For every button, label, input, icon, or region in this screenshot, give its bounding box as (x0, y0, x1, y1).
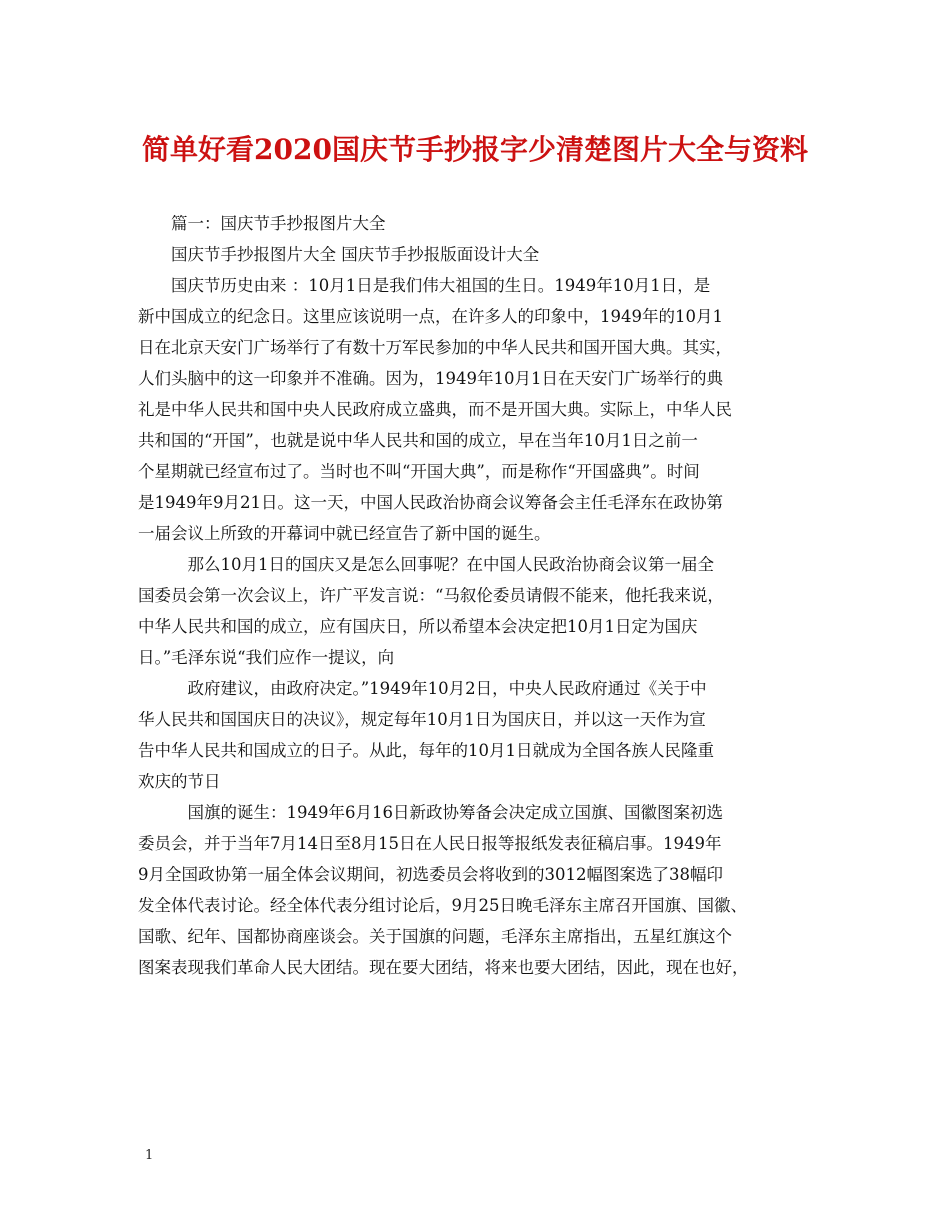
paragraph-line: 礼是中华人民共和国中央人民政府成立盛典，而不是开国大典。实际上，中华人民 (138, 400, 732, 419)
document-title: 简单好看2020国庆节手抄报字少清楚图片大全与资料 (142, 133, 808, 166)
paragraph-line: 国歌、纪年、国都协商座谈会。关于国旗的问题，毛泽东主席指出，五星红旗这个 (138, 927, 732, 946)
paragraph-line: 日。”毛泽东说“我们应作一提议，向 (138, 648, 395, 667)
paragraph-line: 共和国的“开国”，也就是说中华人民共和国的成立，早在当年10月1日之前一 (138, 431, 698, 450)
paragraph-line: 国委员会第一次会议上，许广平发言说：“马叙伦委员请假不能来，他托我来说， (138, 586, 724, 605)
paragraph-line: 委员会，并于当年7月14日至8月15日在人民日报等报纸发表征稿启事。1949年 (138, 834, 722, 853)
section-heading: 篇一：国庆节手抄报图片大全 (138, 214, 386, 233)
paragraph-line: 欢庆的节日 (138, 772, 221, 791)
paragraph-line: 个星期就已经宣布过了。当时也不叫“开国大典”，而是称作“开国盛典”。时间 (138, 462, 700, 481)
page-number: 1 (145, 1148, 154, 1163)
paragraph-line: 国庆节历史由来 ：10月1日是我们伟大祖国的生日。1949年10月1日，是 (138, 276, 711, 295)
document-body (138, 208, 813, 983)
paragraph-line: 一届会议上所致的开幕词中就已经宣告了新中国的诞生。 (138, 524, 551, 543)
paragraph-line: 是1949年9月21日。这一天，中国人民政治协商会议筹备会主任毛泽东在政协第 (138, 493, 723, 512)
paragraph-line: 图案表现我们革命人民大团结。现在要大团结，将来也要大团结，因此，现在也好， (138, 958, 749, 977)
paragraph-line: 政府建议，由政府决定。”1949年10月2日，中央人民政府通过《关于中 (138, 679, 707, 698)
paragraph-line: 国旗的诞生：1949年6月16日新政协筹备会决定成立国旗、国徽图案初选 (138, 803, 723, 822)
paragraph-line: 发全体代表讨论。经全体代表分组讨论后，9月25日晚毛泽东主席召开国旗、国徽、 (138, 896, 747, 915)
paragraph-line: 那么10月1日的国庆又是怎么回事呢？在中国人民政治协商会议第一届全 (138, 555, 714, 574)
paragraph-line: 人们头脑中的这一印象并不准确。因为，1949年10月1日在天安门广场举行的典 (138, 369, 723, 388)
paragraph-line: 9月全国政协第一届全体会议期间，初选委员会将收到的3012幅图案选了38幅印 (138, 865, 723, 884)
paragraph-line: 日在北京天安门广场举行了有数十万军民参加的中华人民共和国开国大典。其实， (138, 338, 732, 357)
subtitle-line: 国庆节手抄报图片大全 国庆节手抄报版面设计大全 (138, 245, 540, 264)
paragraph-line: 告中华人民共和国成立的日子。从此，每年的10月1日就成为全国各族人民隆重 (138, 741, 714, 760)
paragraph-line: 中华人民共和国的成立，应有国庆日，所以希望本会决定把10月1日定为国庆 (138, 617, 698, 636)
paragraph-line: 新中国成立的纪念日。这里应该说明一点，在许多人的印象中，1949年的10月1 (138, 307, 723, 326)
paragraph-line: 华人民共和国国庆日的决议》，规定每年10月1日为国庆日，并以这一天作为宣 (138, 710, 706, 729)
